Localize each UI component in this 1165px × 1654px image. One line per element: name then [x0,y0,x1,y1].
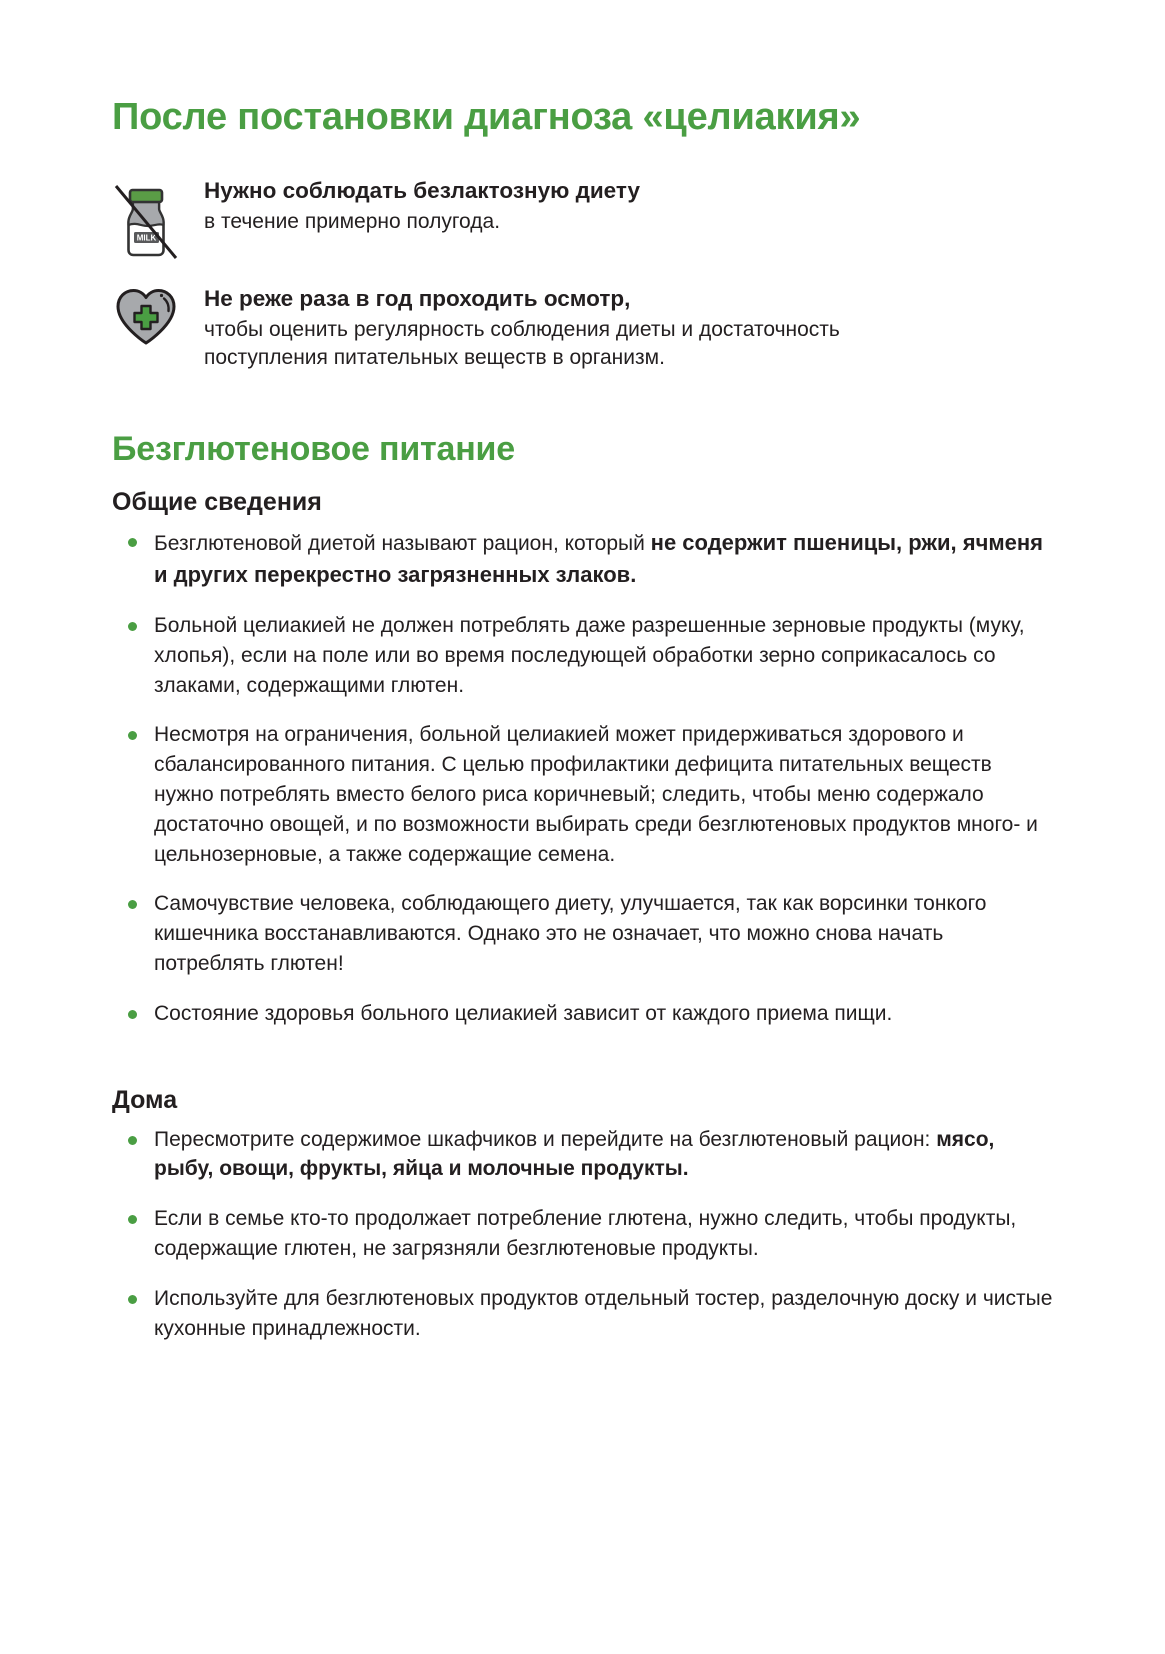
svg-text:MILK: MILK [136,233,157,243]
bullet-text: Если в семье кто-то продолжает потребление глютена, нужно следить, чтобы продукты, содержащие глютен, не загрязняли безглютеновые продукты. [154,1207,1017,1261]
advice-body: чтобы оценить регулярность соблюдения диеты и достаточность поступления питательных веществ в организм. [204,317,840,370]
list-item [112,527,1053,591]
list-item [112,1284,1053,1344]
no-milk-bottle-icon [112,174,204,260]
home-bullet-list [112,1125,1053,1344]
bullet-text: Используйте для безглютеновых продуктов отдельный тостер, разделочную доску и чистые кухонные принадлежности. [154,1286,1053,1340]
advice-heading: Нужно соблюдать безлактозную диету [204,177,640,203]
list-item [112,1125,1053,1185]
home-block [112,1085,1053,1344]
general-bullet-list [112,527,1053,1028]
section-title-nutrition: Безглютеновое питание [112,430,515,469]
subsection-title-home: Дома [112,1085,178,1114]
list-item [112,611,1053,700]
advice-text [204,282,1053,373]
bullet-text-bold: мясо, рыбу, овощи, фрукты, яйца и молочные продукты. [154,1127,995,1181]
bullet-text-plain: Безглютеновой диетой называют рацион, который [154,532,651,556]
advice-text [204,174,1053,236]
bullet-text: Самочувствие человека, соблюдающего диету, улучшается, так как ворсинки тонкого кишечника восстанавливаются. Однако это не означает, что можно снова начать потреблять глютен! [154,892,987,976]
bullet-text: Состояние здоровья больного целиакией зависит от каждого приема пищи. [154,1001,893,1025]
bullet-text: Больной целиакией не должен потреблять даже разрешенные зерновые продукты (муку, хлопья), если на поле или во время последующей обработки зерно соприкасалось со злаками, содержащими глютен. [154,613,1025,697]
list-item [112,1204,1053,1264]
advice-list [112,174,1053,373]
bullet-text-bold: не содержит пшеницы, ржи, ячменя и других перекрестно загрязненных злаков. [154,530,1043,588]
advice-body: в течение примерно полугода. [204,209,501,233]
page-title: После постановки диагноза «целиакия» [112,96,861,138]
bullet-text: Несмотря на ограничения, больной целиакией может придерживаться здорового и сбалансированного питания. С целью профилактики дефицита питательных веществ нужно потреблять вместо белого риса коричневый; следить, чтобы меню содержало достаточно овощей, и по возможности выбирать среди безглютеновых продуктов много- и цельнозерновые, а также содержащие семена. [154,723,1038,866]
advice-item [112,174,1053,260]
list-item [112,720,1053,869]
heart-with-cross-icon [112,282,204,350]
bullet-text-plain: Пересмотрите содержимое шкафчиков и перейдите на безглютеновый рацион: [154,1127,937,1151]
advice-item [112,282,1053,373]
subsection-title-general: Общие сведения [112,488,322,517]
list-item [112,889,1053,978]
advice-heading: Не реже раза в год проходить осмотр, [204,285,631,311]
general-info-block [112,487,1053,1028]
list-item [112,999,1053,1029]
